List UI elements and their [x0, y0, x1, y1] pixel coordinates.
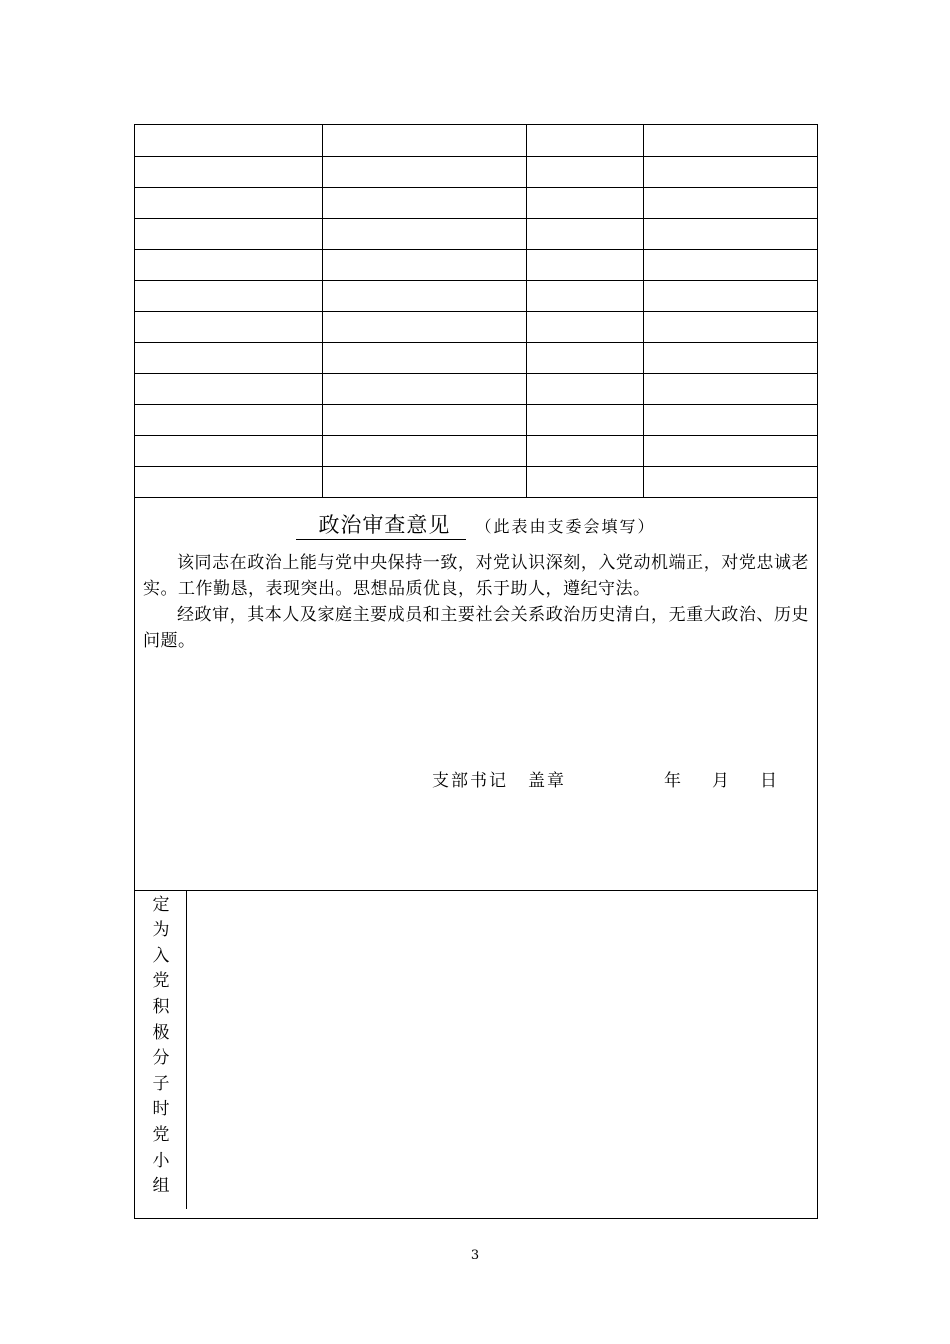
table-cell[interactable] — [526, 187, 643, 218]
table-row — [135, 373, 817, 404]
table-cell[interactable] — [643, 187, 817, 218]
party-group-content-area[interactable] — [187, 891, 817, 1209]
table-cell[interactable] — [135, 249, 322, 280]
table-cell[interactable] — [135, 466, 322, 497]
table-cell[interactable] — [135, 218, 322, 249]
table-cell[interactable] — [526, 125, 643, 156]
party-group-label-char: 组 — [152, 1176, 170, 1197]
table-cell[interactable] — [322, 311, 526, 342]
blank-record-table — [135, 125, 817, 498]
review-paragraph-1: 该同志在政治上能与党中央保持一致，对党认识深刻，入党动机端正，对党忠诚老实。工作勤恳，表现突出。思想品质优良，乐于助人，遵纪守法。 — [143, 552, 809, 599]
table-cell[interactable] — [643, 404, 817, 435]
table-cell[interactable] — [322, 435, 526, 466]
table-cell[interactable] — [643, 125, 817, 156]
seal-label: 盖章 — [528, 770, 566, 791]
table-row — [135, 280, 817, 311]
table-cell[interactable] — [322, 404, 526, 435]
party-group-label — [135, 891, 187, 1209]
table-cell[interactable] — [322, 280, 526, 311]
month-label: 月 — [712, 770, 729, 791]
party-group-label-char: 定 — [152, 894, 170, 915]
table-cell[interactable] — [135, 404, 322, 435]
review-text — [143, 550, 809, 654]
table-cell[interactable] — [526, 218, 643, 249]
table-cell[interactable] — [322, 125, 526, 156]
table-row — [135, 156, 817, 187]
table-cell[interactable] — [643, 218, 817, 249]
table-cell[interactable] — [322, 249, 526, 280]
table-row — [135, 435, 817, 466]
party-group-label-char: 时 — [152, 1099, 170, 1120]
table-cell[interactable] — [643, 373, 817, 404]
table-cell[interactable] — [322, 156, 526, 187]
table-row — [135, 311, 817, 342]
table-cell[interactable] — [643, 435, 817, 466]
table-cell[interactable] — [643, 466, 817, 497]
table-cell[interactable] — [526, 404, 643, 435]
table-row — [135, 187, 817, 218]
party-group-section — [135, 891, 817, 1209]
table-row — [135, 342, 817, 373]
table-cell[interactable] — [526, 280, 643, 311]
table-row — [135, 125, 817, 156]
political-review-section — [135, 498, 817, 891]
year-label: 年 — [664, 770, 681, 791]
party-group-label-char: 入 — [152, 945, 170, 966]
table-cell[interactable] — [135, 280, 322, 311]
review-header — [135, 512, 817, 540]
table-cell[interactable] — [135, 373, 322, 404]
party-group-label-char: 党 — [152, 1124, 170, 1145]
party-group-label-char: 小 — [152, 1150, 170, 1171]
table-cell[interactable] — [643, 249, 817, 280]
secretary-label: 支部书记 — [432, 770, 508, 791]
table-cell[interactable] — [526, 466, 643, 497]
table-row — [135, 218, 817, 249]
table-row — [135, 466, 817, 497]
review-note: （此表由支委会填写） — [475, 516, 656, 536]
page-number: 3 — [470, 1248, 480, 1263]
table-cell[interactable] — [135, 156, 322, 187]
application-form — [134, 124, 818, 1219]
table-cell[interactable] — [526, 311, 643, 342]
review-title: 政治审查意见 — [296, 512, 466, 540]
party-group-label-char: 极 — [152, 1022, 170, 1043]
review-paragraph-2: 经政审，其本人及家庭主要成员和主要社会关系政治历史清白，无重大政治、历史问题。 — [143, 604, 809, 651]
table-cell[interactable] — [322, 218, 526, 249]
party-group-label-char: 分 — [152, 1048, 170, 1069]
table-cell[interactable] — [135, 125, 322, 156]
table-cell[interactable] — [322, 342, 526, 373]
table-cell[interactable] — [322, 373, 526, 404]
signature-line — [432, 766, 777, 791]
table-cell[interactable] — [135, 311, 322, 342]
table-cell[interactable] — [322, 187, 526, 218]
table-row — [135, 404, 817, 435]
table-row — [135, 249, 817, 280]
table-cell[interactable] — [526, 156, 643, 187]
table-cell[interactable] — [526, 342, 643, 373]
table-cell[interactable] — [643, 280, 817, 311]
table-cell[interactable] — [643, 342, 817, 373]
party-group-label-char: 党 — [152, 971, 170, 992]
table-cell[interactable] — [526, 249, 643, 280]
party-group-label-char: 为 — [152, 920, 170, 941]
table-cell[interactable] — [135, 187, 322, 218]
table-cell[interactable] — [322, 466, 526, 497]
table-cell[interactable] — [135, 435, 322, 466]
table-cell[interactable] — [643, 156, 817, 187]
table-cell[interactable] — [135, 342, 322, 373]
table-cell[interactable] — [526, 435, 643, 466]
table-cell[interactable] — [526, 373, 643, 404]
party-group-label-char: 积 — [152, 996, 170, 1017]
table-cell[interactable] — [643, 311, 817, 342]
day-label: 日 — [760, 770, 777, 791]
party-group-label-char: 子 — [152, 1073, 170, 1094]
